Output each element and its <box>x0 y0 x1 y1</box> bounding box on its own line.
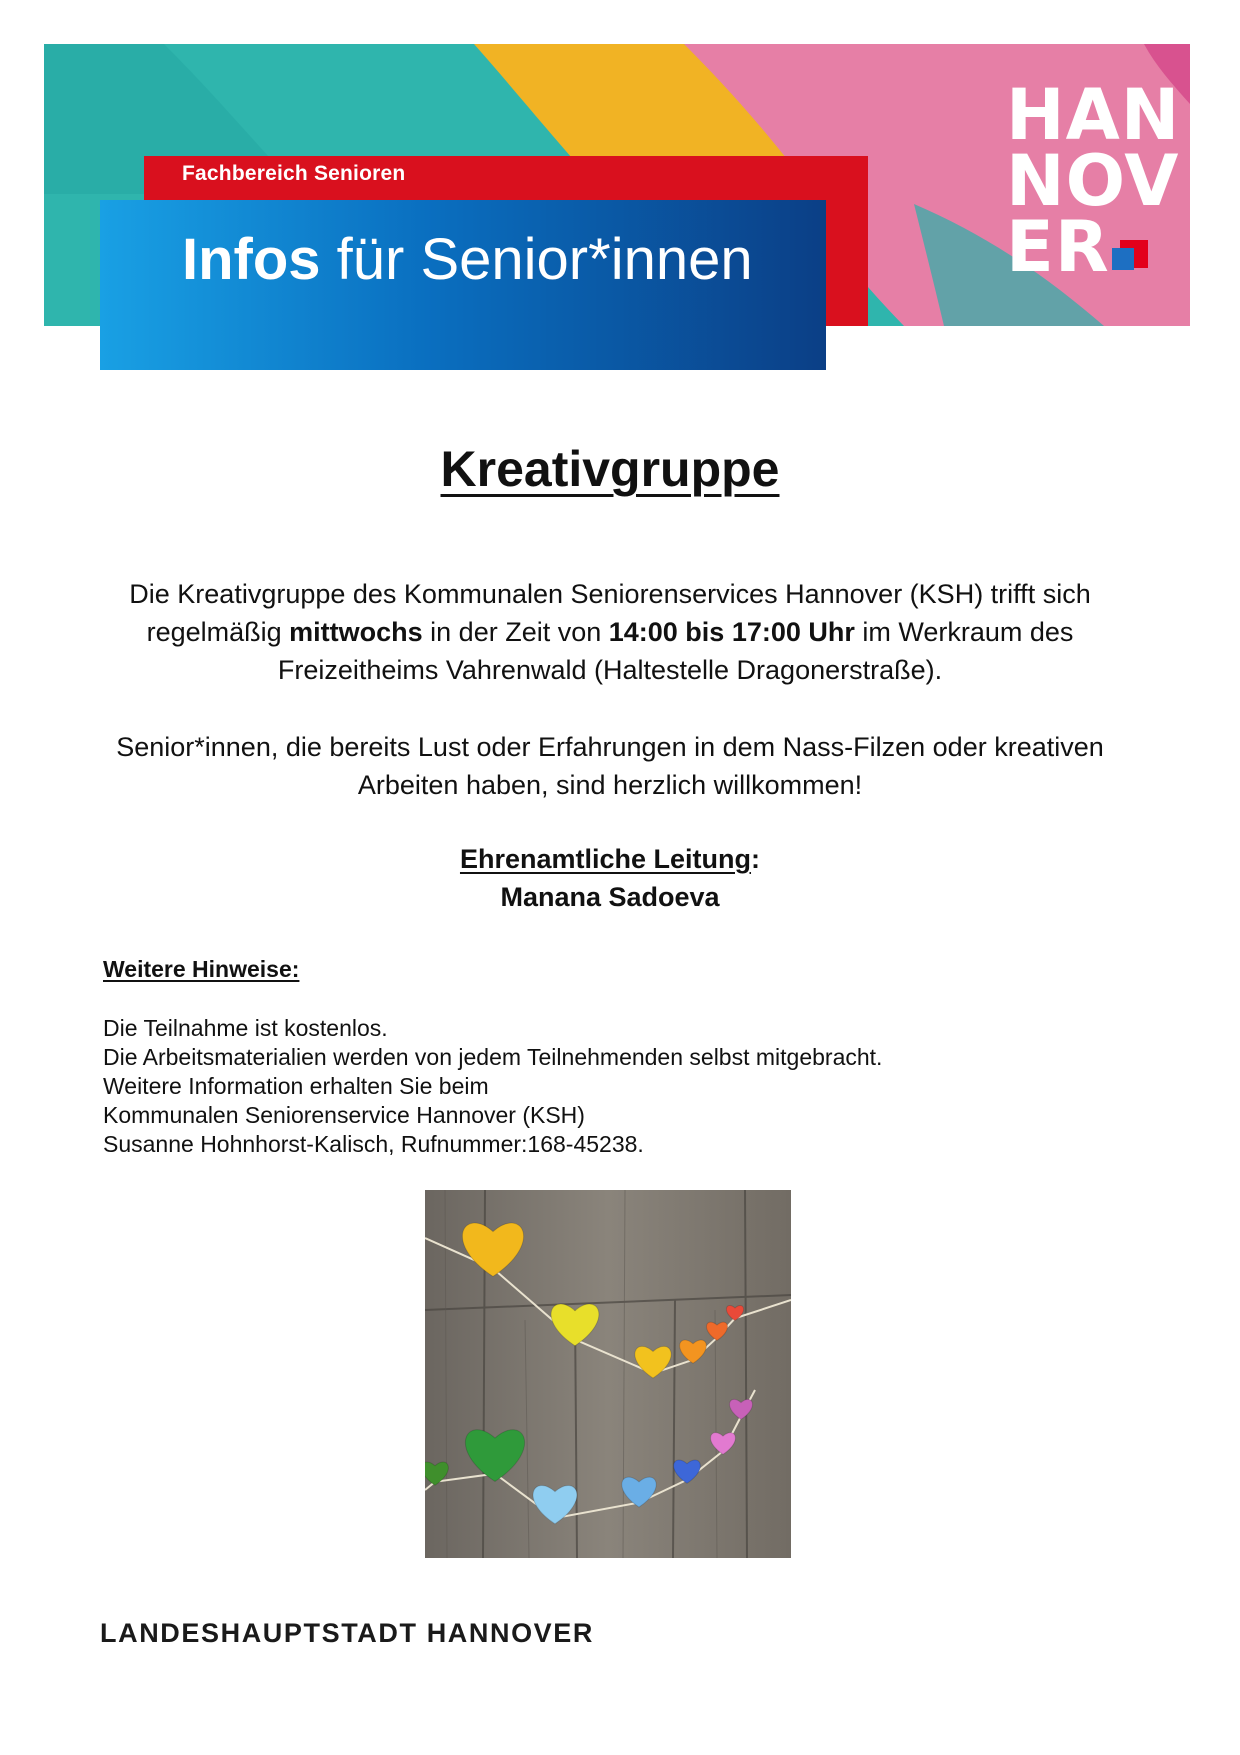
hint-line: Die Arbeitsmaterialien werden von jedem Teilnehmenden selbst mitgebracht. <box>103 1044 883 1070</box>
intro-paragraph <box>80 575 1140 689</box>
logo-line-1: HAN <box>1006 74 1181 156</box>
hints-list <box>103 1014 882 1159</box>
felt-hearts-image <box>425 1190 791 1558</box>
banner-title-rest: für Senior*innen <box>320 227 753 292</box>
leadership-name: Manana Sadoeva <box>500 882 720 912</box>
page-title: Kreativgruppe <box>440 441 780 497</box>
banner-title-bold: Infos <box>182 227 321 292</box>
logo-square-blue <box>1112 248 1134 270</box>
hint-line: Weitere Information erhalten Sie beim <box>103 1073 489 1099</box>
intro-day: mittwochs <box>289 617 423 647</box>
hint-line: Die Teilnahme ist kostenlos. <box>103 1015 388 1041</box>
hint-line: Kommunalen Seniorenservice Hannover (KSH) <box>103 1102 585 1128</box>
hints-title: Weitere Hinweise: <box>103 956 300 982</box>
logo-line-3: ER <box>1006 206 1110 288</box>
leadership-colon: : <box>751 844 761 874</box>
intro-text-2: in der Zeit von <box>422 617 609 647</box>
hint-line: Susanne Hohnhorst-Kalisch, Rufnummer:168-45238. <box>103 1131 644 1157</box>
hannover-logo <box>1006 74 1181 288</box>
leadership-heading-text: Ehrenamtliche Leitung <box>459 844 752 874</box>
footer-city-name: LANDESHAUPTSTADT HANNOVER <box>100 1618 595 1648</box>
intro-text-1: Die Kreativgruppe des Kommunalen Seniorenservices Hannover (KSH) trifft sich regelmäßig <box>129 579 1091 647</box>
leadership-heading <box>0 844 1220 875</box>
department-label: Fachbereich Senioren <box>182 162 406 185</box>
logo-line-2: NOV <box>1006 140 1180 222</box>
intro-time: 14:00 bis 17:00 Uhr <box>608 617 855 647</box>
intro-text-3: im Werkraum des Freizeitheims Vahrenwald (Haltestelle Dragonerstraße). <box>277 617 1074 685</box>
felt-hearts-photo <box>425 1190 791 1558</box>
invite-paragraph: Senior*innen, die bereits Lust oder Erfahrungen in dem Nass-Filzen oder kreativen Arbeiten haben, sind herzlich willkommen! <box>116 732 1104 800</box>
banner-title <box>182 226 753 293</box>
